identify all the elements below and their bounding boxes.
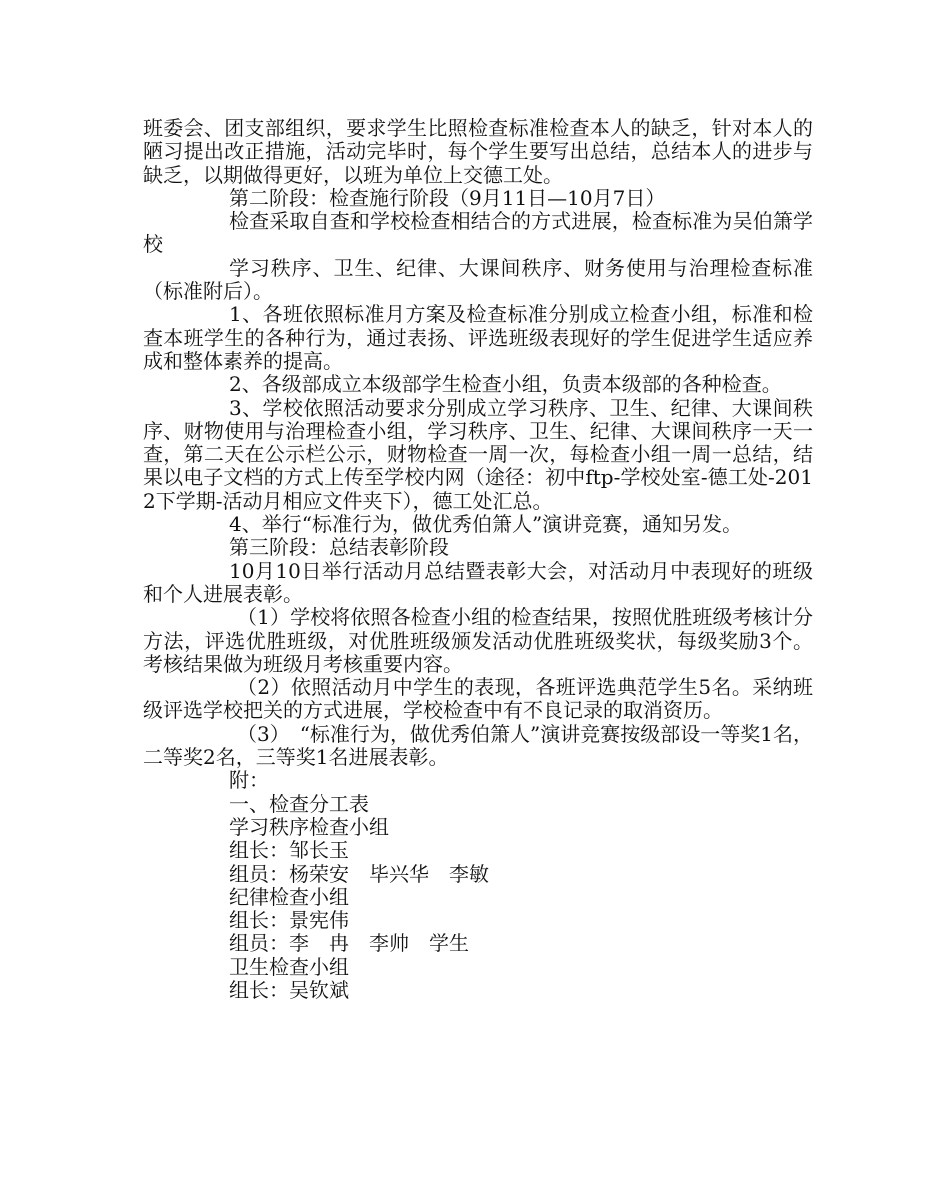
group-study-order: 学习秩序检查小组 [229, 814, 389, 839]
appendix-label: 附： [229, 768, 269, 793]
award-item-2: （2）依照活动月中学生的表现，各班评选典范学生5名。采纳班级评选学校把关的方式进展，学校检查中有不良记录的取消资历。 [143, 675, 813, 723]
group-study-order-members: 组员：杨荣安 毕兴华 李敏 [229, 861, 489, 886]
award-item-3: （3） “标准行为，做优秀伯箫人”演讲竞赛按级部设一等奖1名，二等奖2名，三等奖1名进展表彰。 [143, 721, 813, 770]
stage-two-heading: 第二阶段：检查施行阶段（9月11日—10月7日） [229, 185, 666, 210]
group-study-order-leader: 组长：邹长玉 [229, 838, 349, 863]
group-discipline: 纪律检查小组 [229, 884, 349, 909]
stage-three-heading: 第三阶段：总结表彰阶段 [229, 535, 449, 560]
document-page [143, 117, 813, 1002]
appendix-section-title: 一、检查分工表 [229, 791, 369, 816]
paragraph-commendation: 10月10日举行活动月总结暨表彰大会，对活动月中表现好的班级和个人进展表彰。 [143, 558, 813, 606]
paragraph-check-method: 检查采取自查和学校检查相结合的方式进展，检查标准为吴伯箫学校 [143, 209, 813, 257]
paragraph-intro: 班委会、团支部组织，要求学生比照检查标准检查本人的缺乏，针对本人的陋习提出改正措施，活动完毕时，每个学生要写出总结，总结本人的进步与缺乏，以期做得更好，以班为单位上交德工处。 [143, 116, 813, 187]
list-item-4: 4、举行“标准行为，做优秀伯箫人”演讲竞赛，通知另发。 [229, 512, 743, 537]
award-item-1: （1）学校将依照各检查小组的检查结果，按照优胜班级考核计分方法，评选优胜班级，对优胜班级颁发活动优胜班级奖状，每级奖励3个。考核结果做为班级月考核重要内容。 [143, 605, 813, 676]
group-hygiene: 卫生检查小组 [229, 954, 349, 979]
group-discipline-leader: 组长：景宪伟 [229, 908, 349, 933]
list-item-2: 2、各级部成立本级部学生检查小组，负责本级部的各种检查。 [229, 372, 782, 397]
group-hygiene-leader: 组长：吴钦斌 [229, 977, 349, 1002]
list-item-3: 3、学校依照活动要求分别成立学习秩序、卫生、纪律、大课间秩序、财物使用与治理检查小组，学习秩序、卫生、纪律、大课间秩序一天一查，第二天在公示栏公示，财物检查一周一次，每检查小组一周一总结，结果以电子文档的方式上传至学校内网（途径：初中ftp-学校处室-德工处-2012下学期-活动月相应文件夹下），德工处汇总。 [143, 395, 813, 513]
list-item-1: 1、各班依照标准月方案及检查标准分别成立检查小组，标准和检查本班学生的各种行为，通过表扬、评选班级表现好的学生促进学生适应养成和整体素养的提高。 [143, 302, 813, 373]
group-discipline-members: 组员：李 冉 李帅 学生 [229, 931, 469, 956]
paragraph-check-standards: 学习秩序、卫生、纪律、大课间秩序、财务使用与治理检查标准（标准附后）。 [143, 255, 813, 304]
